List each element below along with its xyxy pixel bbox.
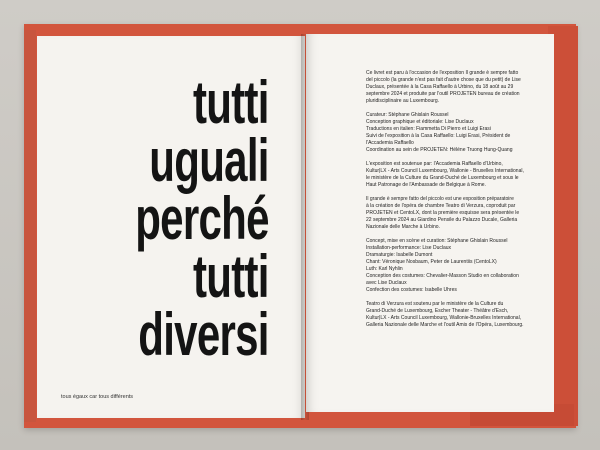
colophon-line: Coordination au sein de PROJETEN: Héléne Truong Hung-Quang xyxy=(366,147,513,153)
colophon-paragraph xyxy=(366,196,536,231)
colophon-line: Chant: Véronique Nosbaum, Peter de Laurentiis (CentoLX) xyxy=(366,259,497,265)
colophon-line: L'exposition est soutenue par: l'Accademia Raffaello d'Urbino, xyxy=(366,161,503,167)
colophon-line: à la création de l'opéra de chambre Teatro di Verzura, coproduit par xyxy=(366,203,516,209)
colophon-line: l'Accademia Raffaello xyxy=(366,140,414,146)
colophon-line: Nazionale delle Marche à Urbino. xyxy=(366,224,440,230)
colophon-line: Luth: Karl Nyhlin xyxy=(366,266,403,272)
colophon-paragraph xyxy=(366,238,536,294)
title-line: tutti xyxy=(193,69,269,136)
colophon-line: septembre 2024 et produite par l'outil PROJETEN bureau de création xyxy=(366,91,520,97)
colophon-line: Teatro di Verzura est soutenu par le ministère de la Culture du xyxy=(366,301,504,307)
colophon-line: Traductions en italien: Fiammetta Di Pierro et Luigi Erasi xyxy=(366,126,491,132)
left-page xyxy=(37,36,305,418)
colophon-line: le ministère de la Culture du Grand-Duché de Luxembourg et sous le xyxy=(366,175,519,181)
colophon-paragraph xyxy=(366,161,536,189)
colophon-line: pluridisciplinaire au Luxembourg. xyxy=(366,98,440,104)
title-translation-caption: tous égaux car tous différents xyxy=(61,394,134,400)
colophon-paragraph xyxy=(366,70,536,105)
colophon-line: Concept, mise en scène et curation: Stéphane Ghislain Roussel xyxy=(366,238,508,244)
colophon-line: avec Lise Duclaux xyxy=(366,280,407,286)
title-line: tutti xyxy=(193,243,269,310)
colophon-line: Kultur|LX - Arts Council Luxembourg, Wallonie-Bruxelles International, xyxy=(366,315,522,321)
colophon-line: Haut Patronage de l'Ambassade de Belgique à Rome. xyxy=(366,182,486,188)
cover-edge-left xyxy=(24,30,36,422)
colophon-line: Dramaturgie: Isabelle Dumont xyxy=(366,252,433,258)
colophon-line: Suivi de l'exposition à la Casa Raffaello: Luigi Erasi, Président de xyxy=(366,133,511,139)
colophon-line: Confection des costumes: Isabelle Uhres xyxy=(366,287,457,293)
title-line: diversi xyxy=(138,301,269,368)
colophon-line: Kultur|LX - Arts Council Luxembourg, Wallonie - Bruxelles International, xyxy=(366,168,524,174)
right-page xyxy=(306,34,554,412)
title-line: uguali xyxy=(149,127,269,194)
colophon-line: Conception graphique et éditoriale: Lise Duclaux xyxy=(366,119,474,125)
colophon-line: Curateur: Stéphane Ghislain Roussel xyxy=(366,112,449,118)
colophon-line: del piccolo (la grande n'est pas fait d'autre chose que du petit) de Lise xyxy=(366,77,521,83)
colophon-line: PROJETEN et CentoLX, dont la première esquisse sera présentée le xyxy=(366,210,520,216)
colophon-line: 22 septembre 2024 au Giardino Pensile du Palazzo Ducale, Galleria xyxy=(366,217,518,223)
colophon-line: Ce livret est paru à l'occasion de l'exposition Il grande è sempre fatto xyxy=(366,70,519,76)
colophon-line: Grand-Duché de Luxembourg, Escher Theater - Théâtre d'Esch, xyxy=(366,308,509,314)
colophon-line: Il grande è sempre fatto del piccolo est une exposition préparatoire xyxy=(366,196,514,202)
colophon-line: Installation-performance: Lise Duclaux xyxy=(366,245,452,251)
colophon-paragraph xyxy=(366,112,536,154)
page-title xyxy=(135,69,269,368)
colophon-paragraph xyxy=(366,301,536,329)
colophon-line: Conception des costumes: Chevalier-Masson Studio en collaboration xyxy=(366,273,519,279)
colophon-line: Duclaux, présentée à la Casa Raffaello à Urbino, du 18 août au 29 xyxy=(366,84,514,90)
colophon-text xyxy=(366,70,536,336)
colophon-line: Galleria Nazionale delle Marche et l'outil Amis de l'Opéra, Luxembourg. xyxy=(366,322,524,328)
title-line: perché xyxy=(135,185,269,252)
